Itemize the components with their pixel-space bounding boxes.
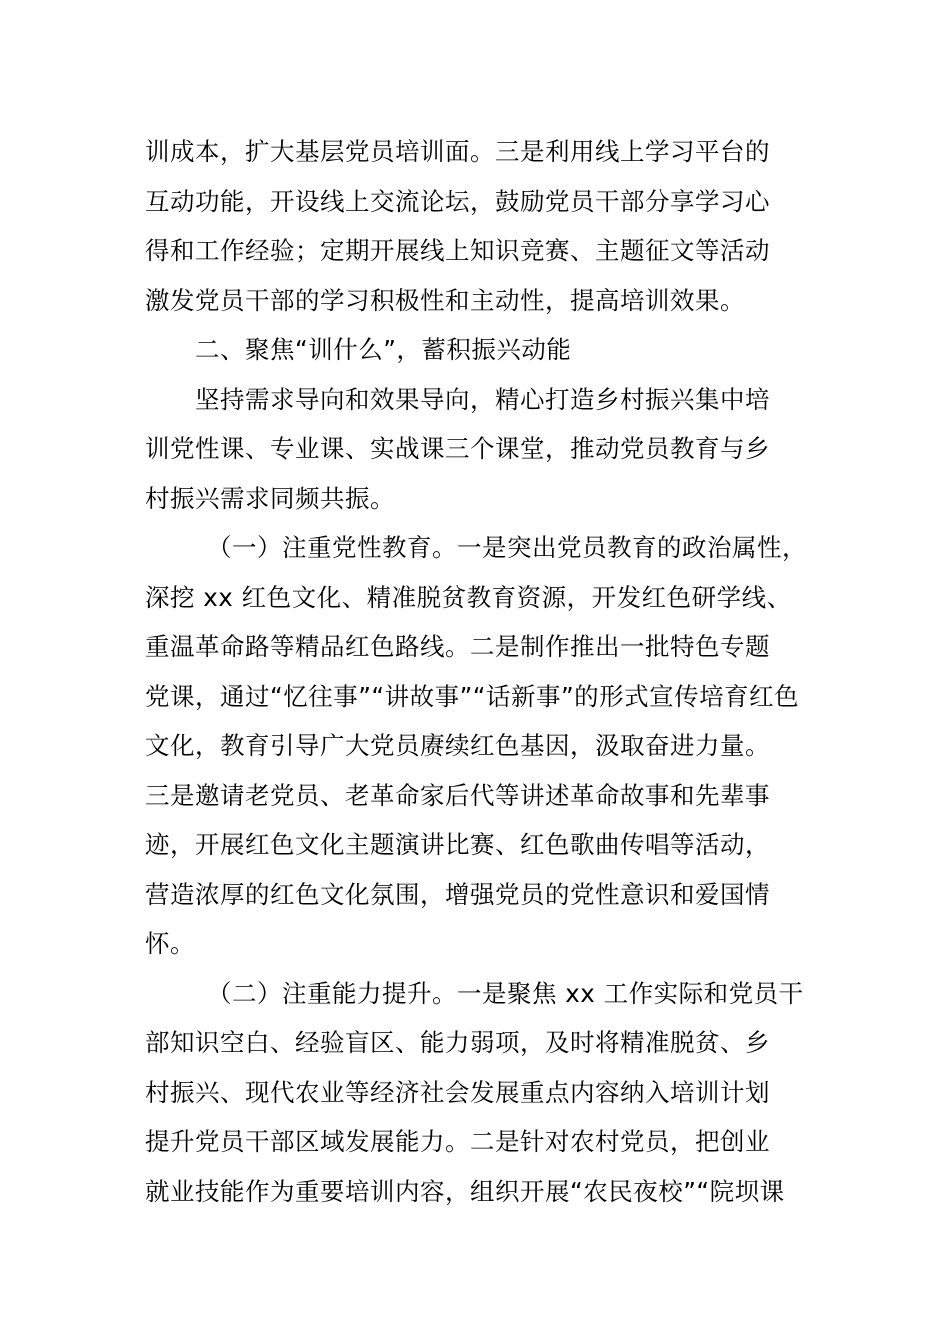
document-body [145,127,817,1216]
text-line: 村振兴、现代农业等经济社会发展重点内容纳入培训计划 [145,1077,770,1107]
text-line: 互动功能，开设线上交流论坛，鼓励党员干部分享学习心 [145,186,770,216]
text-line: 重温革命路等精品红色路线。二是制作推出一批特色专题 [145,632,770,661]
subsection-lead: （一）注重党性教育。一是突出党员教育的政治属性， [207,533,807,562]
text-line: 部知识空白、经验盲区、能力弱项，及时将精准脱贫、乡 [145,1028,770,1057]
text-line: 训党性课、专业课、实战课三个课堂，推动党员教育与乡 [145,434,770,463]
text-line: 提升党员干部区域发展能力。二是针对农村党员，把创业 [145,1127,770,1156]
text-line: 激发党员干部的学习积极性和主动性，提高培训效果。 [145,285,745,315]
text-line: 营造浓厚的红色文化氛围，增强党员的党性意识和爱国情 [145,879,770,909]
subsection-lead: （二）注重能力提升。一是聚焦 xx 工作实际和党员干 [207,978,804,1008]
text-line: 三是邀请老党员、老革命家后代等讲述革命故事和先辈事 [145,780,770,810]
text-line: 深挖 xx 红色文化、精准脱贫教育资源，开发红色研学线、 [145,582,792,612]
text-line: 坚持需求导向和效果导向，精心打造乡村振兴集中培 [195,384,770,414]
text-line: 文化，教育引导广大党员赓续红色基因，汲取奋进力量。 [145,731,770,760]
text-line: 怀。 [145,929,195,958]
text-line: 训成本，扩大基层党员培训面。三是利用线上学习平台的 [145,137,770,166]
text-line: 迹，开展红色文化主题演讲比赛、红色歌曲传唱等活动， [145,830,770,859]
section-heading: 二、聚焦“训什么”，蓄积振兴动能 [195,335,572,364]
text-line: 村振兴需求同频共振。 [145,483,395,513]
text-line: 得和工作经验；定期开展线上知识竞赛、主题征文等活动 [145,236,770,265]
text-line: 就业技能作为重要培训内容，组织开展“农民夜校”“院坝课 [145,1176,785,1206]
text-line: 党课，通过“忆往事”“讲故事”“话新事”的形式宣传培育红色 [145,681,800,711]
